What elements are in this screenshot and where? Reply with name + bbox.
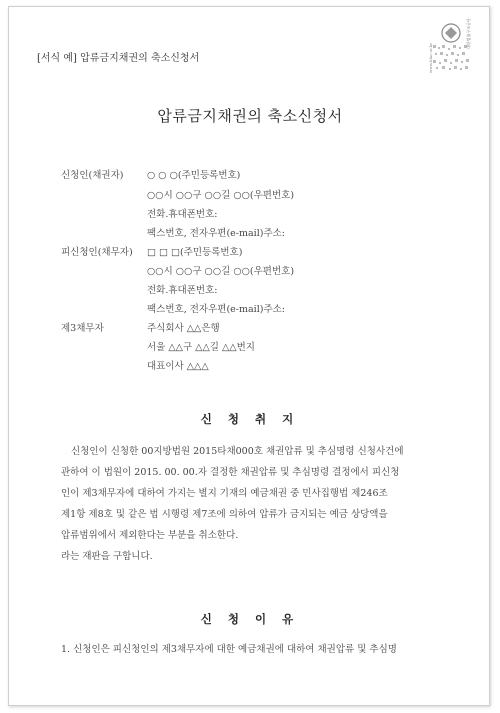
respondent-label: 피신청인(채무자) [61,247,133,258]
purpose-section-title: 신 청 취 지 [200,412,300,426]
third-debtor-address: 서울 △△구 △△길 △△번지 [147,342,255,353]
third-debtor-representative: 대표이사 △△△ [147,361,209,372]
form-header: [서식 예] 압류금지채권의 축소신청서 [37,53,200,64]
respondent-fax-email: 팩스번호, 전자우편(e-mail)주소: [147,304,286,315]
respondent-address: ○○시 ○○구 ○○길 ○○(우편번호) [147,266,295,277]
respondent-name: □ □ □(주민등록번호) [147,247,243,258]
applicant-address: ○○시 ○○구 ○○길 ○○(우편번호) [147,190,295,201]
purpose-line: 제1항 제8호 및 같은 법 시행령 제7조에 의하여 압류가 금지되는 예금 상당액을 [61,509,388,520]
reason-paragraph [61,639,453,660]
reason-line: 1. 신청인은 피신청인의 제3채무자에 대한 예금채권에 대하여 채권압류 및 추심명 [61,644,397,655]
klac-logo [428,18,473,75]
applicant-name: ○ ○ ○(주민등록번호) [147,170,241,181]
purpose-line: 라는 재판을 구합니다. [61,551,153,562]
third-debtor-name: 주식회사 △△은행 [147,323,220,334]
applicant-label: 신청인(채권자) [61,170,124,181]
document-title: 압류금지채권의 축소신청서 [157,107,343,125]
respondent-phone: 전화.휴대폰번호: [147,285,218,296]
purpose-line: 인이 제3채무자에 대하여 가지는 별지 기재의 예금채권 중 민사집행법 제246조 [61,488,388,499]
purpose-line: 신청인이 신청한 00지방법원 2015타채000호 채권압류 및 추심명령 신청사건에 [71,446,404,457]
applicant-phone: 전화.휴대폰번호: [147,209,218,220]
svg-text:대한법률구조공단: 대한법률구조공단 [466,18,471,49]
purpose-paragraph [61,441,453,567]
logo-icon [428,18,473,75]
reason-section-title: 신 청 이 유 [200,612,300,626]
purpose-line: 압류범위에서 제외한다는 부분을 취소한다. [61,530,239,541]
third-debtor-label: 제3채무자 [61,323,104,334]
document-page [8,6,490,706]
purpose-line: 관하여 이 법원이 2015. 00. 00.자 결정한 채권압류 및 추심명령 결정에서 피신청 [61,467,400,478]
svg-text:www.klac.or.kr: www.klac.or.kr [428,42,433,73]
applicant-fax-email: 팩스번호, 전자우편(e-mail)주소: [147,228,286,239]
